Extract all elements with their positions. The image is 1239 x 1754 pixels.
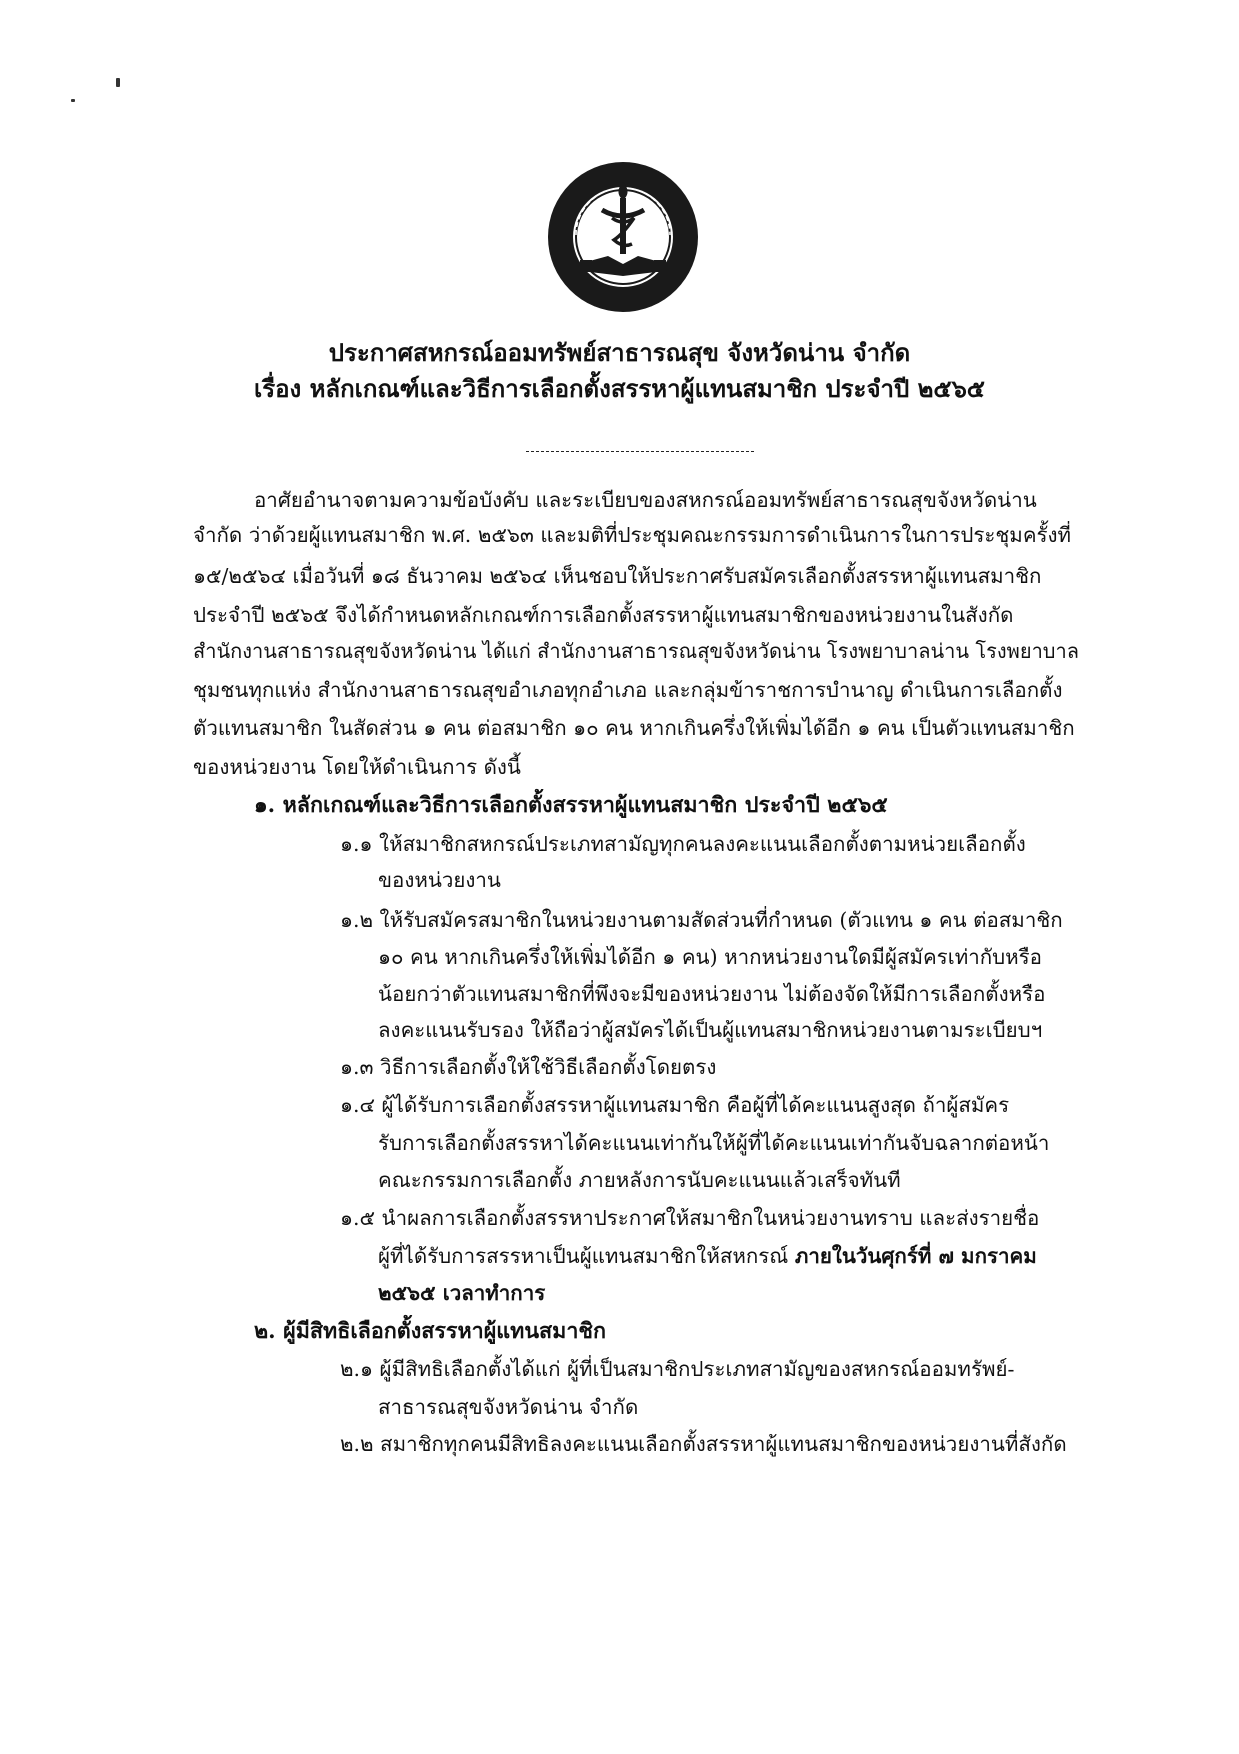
item-1-3: ๑.๓ วิธีการเลือกตั้งให้ใช้วิธีเลือกตั้งโดยตรง: [340, 1055, 717, 1079]
intro-line: ตัวแทนสมาชิก ในสัดส่วน ๑ คน ต่อสมาชิก ๑๐ คน หากเกินครึ่งให้เพิ่มได้อีก ๑ คน เป็นตัวแทนสมาชิก: [193, 716, 1075, 740]
item-1-5: ๑.๕ นำผลการเลือกตั้งสรรหาประกาศให้สมาชิกในหน่วยงานทราบ และส่งรายชื่อ: [340, 1206, 1040, 1230]
cooperative-logo: [546, 160, 700, 314]
scan-speck: [71, 99, 75, 102]
section-2-heading: ๒. ผู้มีสิทธิเลือกตั้งสรรหาผู้แทนสมาชิก: [254, 1319, 607, 1344]
intro-line: ๑๕/๒๕๖๔ เมื่อวันที่ ๑๘ ธันวาคม ๒๕๖๔ เห็นชอบให้ประกาศรับสมัครเลือกตั้งสรรหาผู้แทนสมาชิก: [193, 564, 1042, 588]
intro-line: ชุมชนทุกแห่ง สำนักงานสาธารณสุขอำเภอทุกอำเภอ และกลุ่มข้าราชการบำนาญ ดำเนินการเลือกตั้ง: [193, 678, 1063, 702]
title-separator: [526, 451, 754, 452]
item-1-4: ๑.๔ ผู้ได้รับการเลือกตั้งสรรหาผู้แทนสมาชิก คือผู้ที่ได้คะแนนสูงสุด ถ้าผู้สมัคร: [340, 1093, 1010, 1117]
item-1-5-deadline-cont: ๒๕๖๕ เวลาทำการ: [378, 1281, 546, 1305]
item-1-5-text: ผู้ที่ได้รับการสรรหาเป็นผู้แทนสมาชิกให้สหกรณ์: [378, 1244, 795, 1268]
item-1-2-cont: ๑๐ คน หากเกินครึ่งให้เพิ่มได้อีก ๑ คน) หากหน่วยงานใดมีผู้สมัครเท่ากับหรือ: [378, 945, 1042, 969]
intro-line: อาศัยอำนาจตามความข้อบังคับ และระเบียบของสหกรณ์ออมทรัพย์สาธารณสุขจังหวัดน่าน: [254, 488, 1037, 512]
item-1-5-deadline: ภายในวันศุกร์ที่ ๗ มกราคม: [794, 1244, 1037, 1268]
item-2-2: ๒.๒ สมาชิกทุกคนมีสิทธิลงคะแนนเลือกตั้งสรรหาผู้แทนสมาชิกของหน่วยงานที่สังกัด: [340, 1432, 1067, 1456]
intro-line: จำกัด ว่าด้วยผู้แทนสมาชิก พ.ศ. ๒๕๖๓ และมติที่ประชุมคณะกรรมการดำเนินการในการประชุมครั้งที่: [193, 523, 1072, 547]
item-2-1-cont: สาธารณสุขจังหวัดน่าน จำกัด: [378, 1395, 639, 1419]
item-1-2-cont: ลงคะแนนรับรอง ให้ถือว่าผู้สมัครได้เป็นผู้แทนสมาชิกหน่วยงานตามระเบียบฯ: [378, 1018, 1043, 1042]
item-2-1: ๒.๑ ผู้มีสิทธิเลือกตั้งได้แก่ ผู้ที่เป็นสมาชิกประเภทสามัญของสหกรณ์ออมทรัพย์-: [340, 1357, 1015, 1381]
item-1-2: ๑.๒ ให้รับสมัครสมาชิกในหน่วยงานตามสัดส่วนที่กำหนด (ตัวแทน ๑ คน ต่อสมาชิก: [340, 908, 1063, 932]
item-1-1: ๑.๑ ให้สมาชิกสหกรณ์ประเภทสามัญทุกคนลงคะแนนเลือกตั้งตามหน่วยเลือกตั้ง: [340, 832, 1026, 856]
item-1-5-cont: [378, 1246, 1037, 1267]
announcement-title: ประกาศสหกรณ์ออมทรัพย์สาธารณสุข จังหวัดน่าน จำกัด: [328, 338, 911, 367]
scan-speck: [116, 78, 120, 87]
intro-line: สำนักงานสาธารณสุขจังหวัดน่าน ได้แก่ สำนักงานสาธารณสุขจังหวัดน่าน โรงพยาบาลน่าน โรงพยาบาล: [193, 639, 1079, 663]
item-1-2-cont: น้อยกว่าตัวแทนสมาชิกที่พึงจะมีของหน่วยงาน ไม่ต้องจัดให้มีการเลือกตั้งหรือ: [378, 982, 1046, 1006]
announcement-subject: เรื่อง หลักเกณฑ์และวิธีการเลือกตั้งสรรหาผู้แทนสมาชิก ประจำปี ๒๕๖๕: [254, 374, 985, 403]
cooperative-seal-icon: [546, 160, 700, 314]
item-1-1-cont: ของหน่วยงาน: [378, 868, 501, 892]
intro-line: ประจำปี ๒๕๖๕ จึงได้กำหนดหลักเกณฑ์การเลือกตั้งสรรหาผู้แทนสมาชิกของหน่วยงานในสังกัด: [193, 603, 1014, 627]
section-1-heading: ๑. หลักเกณฑ์และวิธีการเลือกตั้งสรรหาผู้แทนสมาชิก ประจำปี ๒๕๖๕: [254, 793, 888, 818]
item-1-4-cont: รับการเลือกตั้งสรรหาได้คะแนนเท่ากันให้ผู้ที่ได้คะแนนเท่ากันจับฉลากต่อหน้า: [378, 1131, 1050, 1155]
intro-line: ของหน่วยงาน โดยให้ดำเนินการ ดังนี้: [193, 755, 521, 779]
item-1-4-cont: คณะกรรมการเลือกตั้ง ภายหลังการนับคะแนนแล้วเสร็จทันที: [378, 1168, 901, 1192]
